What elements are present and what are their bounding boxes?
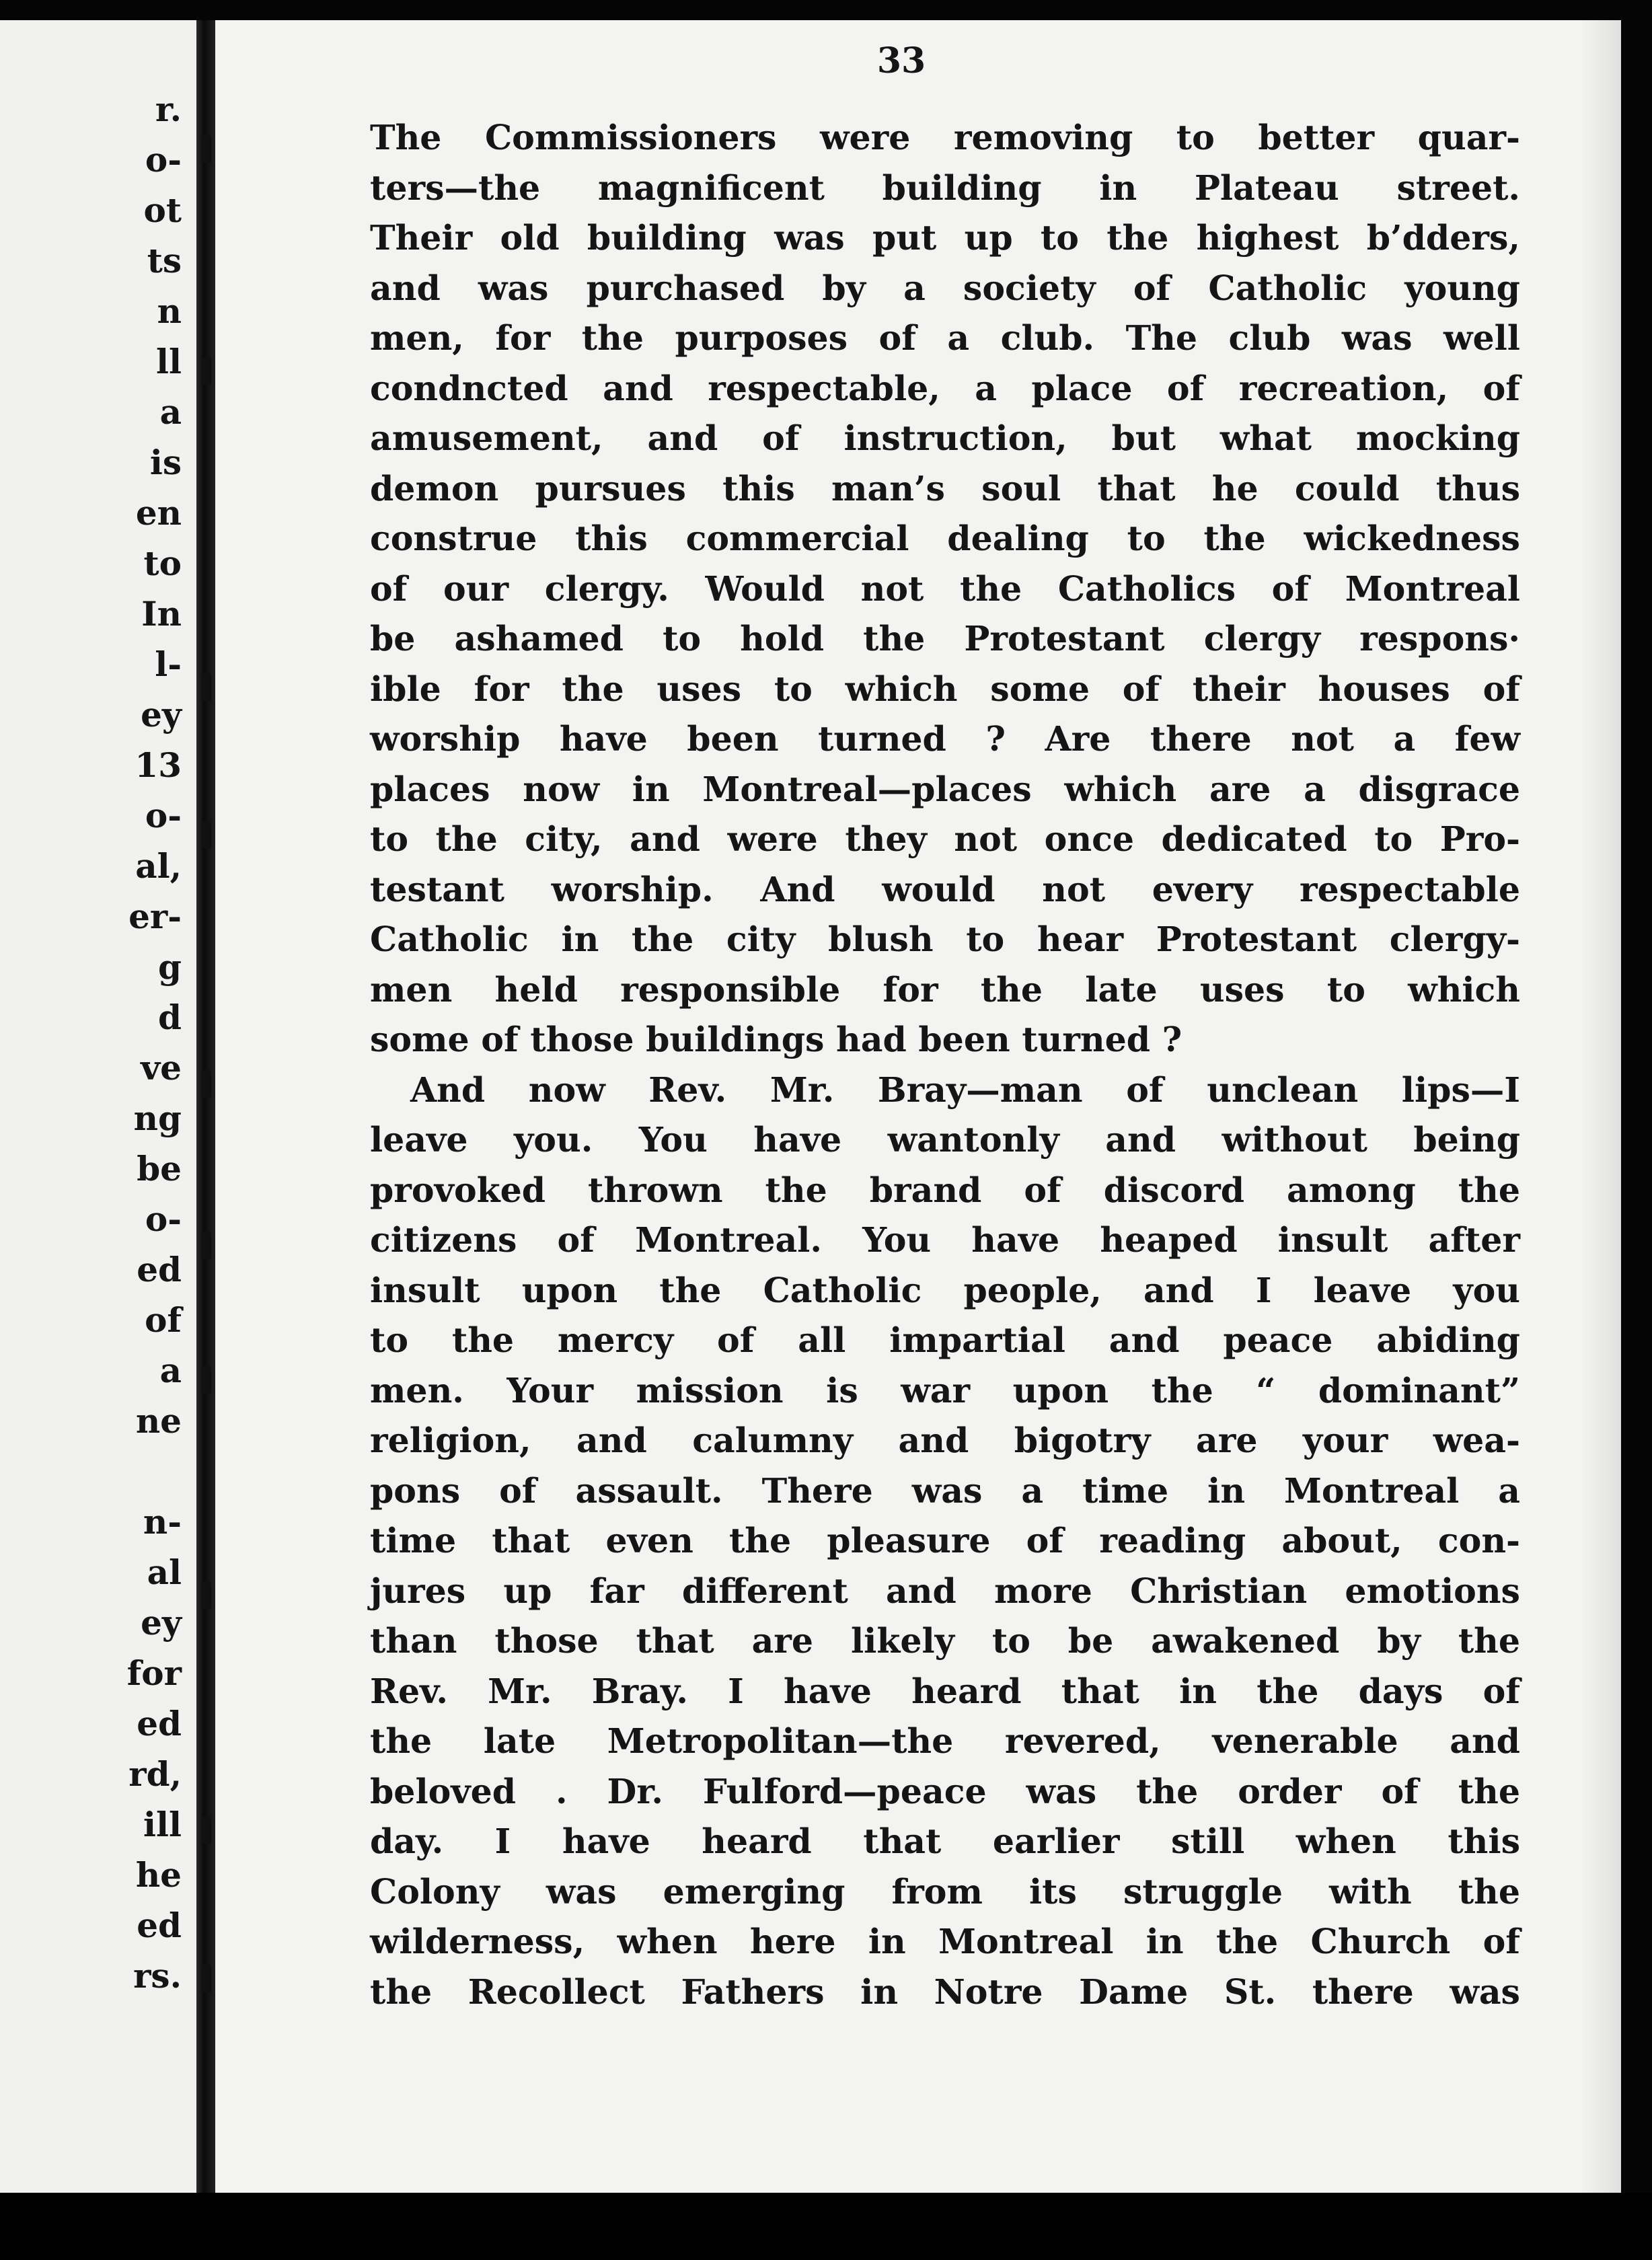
binding-stitch <box>202 1365 211 1394</box>
text-line: some of those buildings had been turned ? <box>370 1020 1182 1059</box>
left-page-fragment-line: ed <box>137 1250 182 1289</box>
text-line: leave you. You have wantonly and without being <box>370 1120 1520 1160</box>
left-page-fragment-line: ot <box>143 190 182 230</box>
text-line: The Commissioners were removing to better quar- <box>370 118 1520 157</box>
left-page-fragment-line: g <box>158 947 182 987</box>
text-line: jures up far different and more Christian emotions <box>370 1571 1520 1611</box>
text-line: beloved . Dr. Fulford—peace was the order of the <box>370 1771 1520 1811</box>
binding-stitch <box>202 821 211 849</box>
text-line: to the city, and were they not once dedicated to Pro- <box>370 819 1520 859</box>
left-page-fragment-line: r. <box>155 89 182 129</box>
left-page-fragment-line: al <box>147 1552 182 1592</box>
text-line: Their old building was put up to the highest b’dders, <box>370 218 1520 258</box>
left-page-fragment-line: ve <box>141 1048 182 1088</box>
left-page-fragment-line: is <box>149 443 182 482</box>
text-line: the Recollect Fathers in Notre Dame St. there was <box>370 1971 1520 2012</box>
left-page-fragment-line: ng <box>133 1098 182 1138</box>
binding-stitches <box>202 135 213 2085</box>
left-page-text-fragments <box>0 84 196 2001</box>
text-line: And now Rev. Mr. Bray—man of unclean lips—I <box>410 1069 1520 1110</box>
body-text <box>370 113 1520 2017</box>
left-page-fragment-line: for <box>126 1653 182 1693</box>
left-page-fragment-line <box>0 1446 196 1497</box>
binding-stitch <box>202 1581 211 1609</box>
text-line: provoked thrown the brand of discord among the <box>370 1170 1520 1210</box>
left-page-fragment-line: ed <box>137 1906 182 1945</box>
text-line: condncted and respectable, a place of recreation, of <box>370 368 1520 408</box>
left-page-fragment-line: n- <box>143 1502 182 1542</box>
text-line: testant worship. And would not every respectable <box>370 869 1520 909</box>
right-page <box>215 20 1621 2193</box>
paragraph <box>370 1065 1520 2018</box>
left-page-fragment-line: be <box>137 1149 182 1189</box>
binding-stitch <box>202 1231 211 1259</box>
left-page-fragment-line: 13 <box>135 745 182 785</box>
text-line: insult upon the Catholic people, and I leave you <box>370 1270 1520 1310</box>
left-page-fragment-line: er- <box>128 897 182 936</box>
binding-stitch <box>202 1964 211 1992</box>
left-page-fragment-line: ne <box>135 1401 182 1441</box>
text-line: than those that are likely to be awakened by the <box>370 1621 1520 1661</box>
text-line: day. I have heard that earlier still when this <box>370 1821 1520 1861</box>
text-line: wilderness, when here in Montreal in the Church of <box>370 1922 1520 1961</box>
text-line: and was purchased by a society of Catholic young <box>370 268 1520 308</box>
text-line: be ashamed to hold the Protestant clergy respons· <box>370 619 1520 658</box>
left-page-fragment-line: he <box>135 1855 182 1895</box>
text-line: places now in Montreal—places which are a disgrace <box>370 769 1520 809</box>
left-page-fragment-line: to <box>143 543 182 583</box>
binding-stitch <box>202 135 211 163</box>
left-page-fragment-line: ed <box>137 1704 182 1743</box>
left-page-fragment-line: a <box>159 392 182 432</box>
left-page-fragment-line: en <box>135 493 182 533</box>
text-line: time that even the pleasure of reading about, con- <box>370 1521 1520 1560</box>
left-page-fragment-line: In <box>141 594 182 634</box>
left-page-fragment <box>0 20 196 2193</box>
left-page-fragment-line: ill <box>143 1805 182 1844</box>
left-page-fragment-line: l- <box>155 644 182 684</box>
text-line: to the mercy of all impartial and peace abiding <box>370 1320 1520 1360</box>
left-page-fragment-line: rs. <box>133 1956 182 1996</box>
left-page-fragment-line: a <box>159 1351 182 1390</box>
left-page-fragment-line: o- <box>145 140 182 180</box>
text-line: demon pursues this man’s soul that he could thus <box>370 468 1520 509</box>
binding-stitch <box>202 356 211 385</box>
left-page-fragment-line: ll <box>156 342 182 381</box>
left-page-fragment-line: d <box>158 997 182 1037</box>
text-line: worship have been turned ? Are there not a few <box>370 719 1520 759</box>
text-line: men held responsible for the late uses to which <box>370 969 1520 1010</box>
text-line: ible for the uses to which some of their houses of <box>370 669 1520 709</box>
text-line: construe this commercial dealing to the wickedness <box>370 519 1520 558</box>
left-page-fragment-line: al, <box>135 846 182 886</box>
text-line: men. Your mission is war upon the “ dominant” <box>370 1370 1520 1410</box>
page-number: 33 <box>876 40 926 81</box>
text-line: Catholic in the city blush to hear Protestant clergy- <box>370 919 1520 959</box>
left-page-fragment-line: of <box>145 1300 182 1340</box>
left-page-fragment-line: o- <box>145 796 182 835</box>
binding-stitch <box>202 1816 211 1844</box>
text-line: amusement, and of instruction, but what mocking <box>370 418 1520 458</box>
scan-bottom-border <box>0 2193 1652 2260</box>
text-line: the late Metropolitan—the revered, venerable and <box>370 1721 1520 1761</box>
text-line: Colony was emerging from its struggle with the <box>370 1871 1520 1912</box>
left-page-fragment-line: ey <box>141 1603 182 1643</box>
left-page-fragment-line: rd, <box>128 1754 182 1794</box>
text-line: of our clergy. Would not the Catholics of Montreal <box>370 568 1520 609</box>
text-line: religion, and calumny and bigotry are your wea- <box>370 1421 1520 1460</box>
binding-stitch <box>202 673 211 701</box>
left-page-fragment-line: o- <box>145 1199 182 1239</box>
left-page-fragment-line: n <box>157 291 182 331</box>
text-line: pons of assault. There was a time in Montreal a <box>370 1470 1520 1511</box>
text-line: Rev. Mr. Bray. I have heard that in the days of <box>370 1671 1520 1711</box>
paragraph <box>370 113 1520 1065</box>
text-line: citizens of Montreal. You have heaped insult after <box>370 1220 1520 1260</box>
left-page-fragment-line: ey <box>141 695 182 735</box>
binding-stitch <box>202 1069 211 1098</box>
left-page-fragment-line: ts <box>147 241 182 280</box>
text-line: men, for the purposes of a club. The club was well <box>370 318 1520 358</box>
text-line: ters—the magnificent building in Plateau street. <box>370 167 1520 208</box>
